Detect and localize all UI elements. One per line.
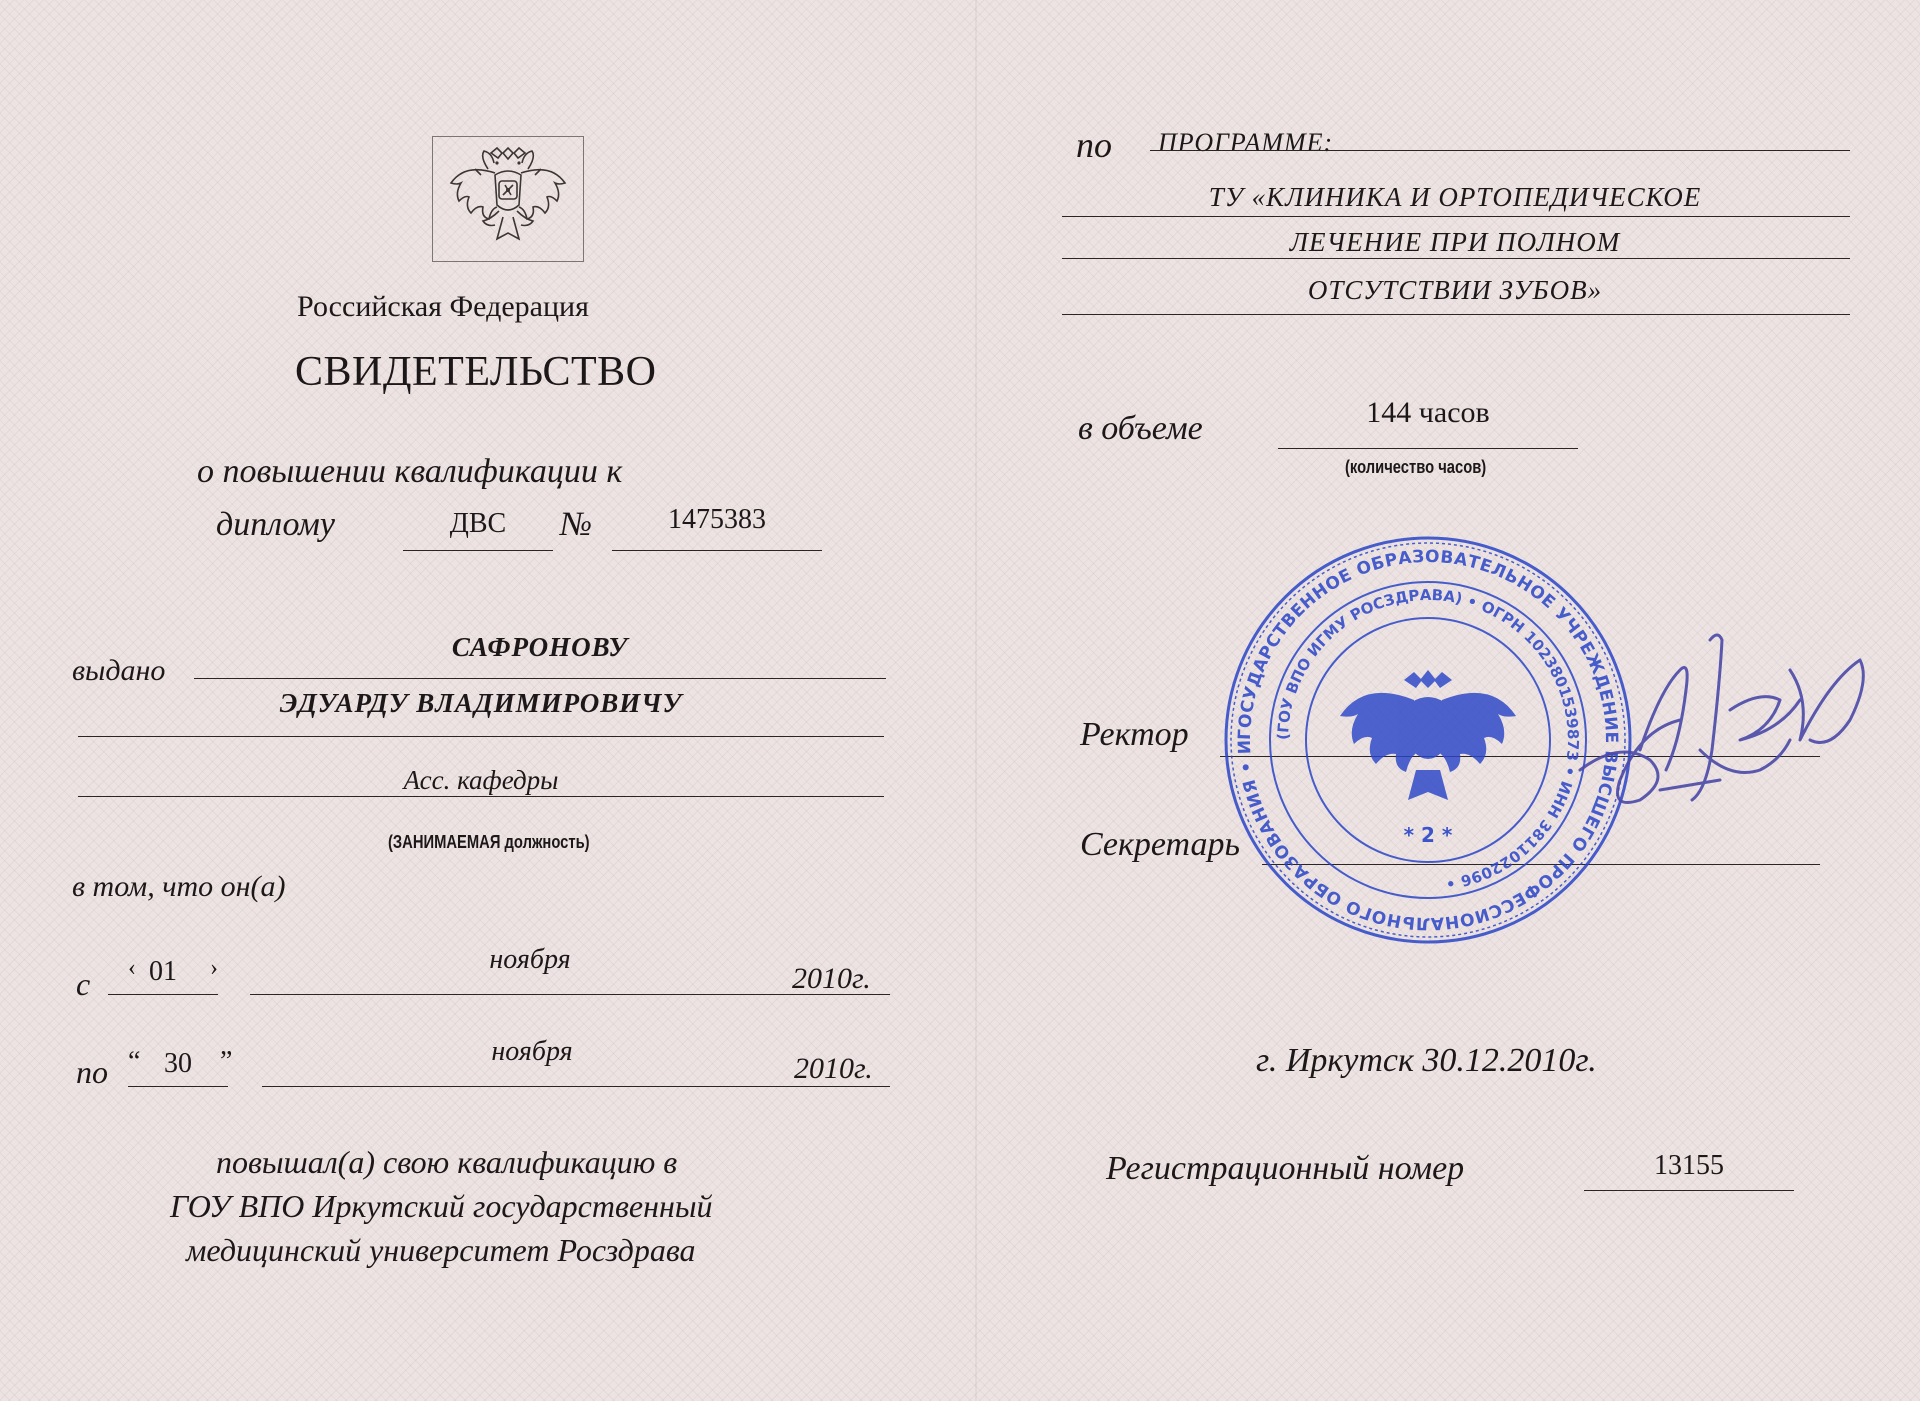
- handwritten-signature: [1570, 600, 1900, 840]
- recipient-name: ЭДУАРДУ ВЛАДИМИРОВИЧУ: [279, 688, 683, 718]
- registration-label: Регистрационный номер: [1106, 1150, 1465, 1187]
- from-month-line: [250, 994, 890, 995]
- program-line-2-rule: [1062, 258, 1850, 259]
- program-word: ПРОГРАММЕ:: [1158, 128, 1334, 157]
- institution-line-2: медицинский университет Росздрава: [186, 1232, 696, 1268]
- from-day-quote-open: ‹: [128, 955, 136, 981]
- registration-line: [1584, 1190, 1794, 1191]
- double-headed-eagle-icon: [433, 137, 583, 261]
- document-title: СВИДЕТЕЛЬСТВО: [295, 349, 657, 395]
- surname-line: [194, 678, 886, 679]
- city-date: г. Иркутск 30.12.2010г.: [1256, 1042, 1597, 1079]
- to-day-line: [128, 1086, 228, 1087]
- diploma-number-line: [612, 550, 822, 551]
- diploma-series: ДВС: [449, 508, 507, 539]
- program-word-line: [1150, 150, 1850, 151]
- to-day-quote-open: “: [128, 1046, 141, 1077]
- volume-value: 144 часов: [1366, 396, 1490, 429]
- that-label: в том, что он(а): [72, 870, 286, 903]
- emblem-frame: [432, 136, 584, 262]
- name-line: [78, 736, 884, 737]
- recipient-position: Асс. кафедры: [403, 765, 559, 795]
- diploma-label: диплому: [216, 506, 335, 543]
- diploma-series-line: [403, 550, 553, 551]
- stamp-inner-text: (ГОУ ВПО ИГМУ РОСЗДРАВА) • ОГРН 1023801539873 • ИНН 3811022096 •: [1273, 585, 1583, 893]
- volume-label: в объеме: [1078, 410, 1203, 447]
- stamp-eagle-icon: [1340, 670, 1516, 800]
- rector-label: Ректор: [1080, 716, 1189, 753]
- from-day-quote-close: ›: [210, 955, 218, 981]
- from-month: ноября: [489, 944, 571, 975]
- to-day-quote-close: ”: [220, 1046, 233, 1077]
- position-caption: (ЗАНИМАЕМАЯ должность): [388, 832, 590, 852]
- volume-line: [1278, 448, 1578, 449]
- country-name: Российская Федерация: [297, 290, 589, 323]
- program-prefix: по: [1076, 125, 1112, 165]
- registration-number: 13155: [1654, 1150, 1724, 1181]
- page-fold: [975, 0, 977, 1401]
- position-line: [78, 796, 884, 797]
- institution-line-1: ГОУ ВПО Иркутский государственный: [170, 1188, 713, 1224]
- issued-label: выдано: [72, 654, 166, 687]
- program-name-line-3: ОТСУТСТВИИ ЗУБОВ»: [1307, 275, 1603, 305]
- to-year: 2010г.: [794, 1052, 873, 1085]
- program-name-line-2: ЛЕЧЕНИЕ ПРИ ПОЛНОМ: [1289, 227, 1621, 257]
- to-month-line: [262, 1086, 890, 1087]
- program-name-line-1: ТУ «КЛИНИКА И ОРТОПЕДИЧЕСКОЕ: [1208, 182, 1702, 212]
- stamp-outer-text: ГОСУДАРСТВЕННОЕ ОБРАЗОВАТЕЛЬНОЕ УЧРЕЖДЕНИЕ ВЫСШЕГО ПРОФЕССИОНАЛЬНОГО ОБРАЗОВАНИЯ • И: [1234, 546, 1622, 934]
- program-line-3-rule: [1062, 314, 1850, 315]
- signature-graphic: [1570, 600, 1900, 840]
- qualified-label: повышал(а) свою квалификацию в: [216, 1144, 678, 1180]
- number-sign: №: [560, 506, 593, 543]
- from-prefix: с: [76, 966, 91, 1002]
- diploma-number: 1475383: [668, 504, 766, 535]
- from-year: 2010г.: [792, 962, 871, 995]
- stamp-mark: * 2 *: [1403, 823, 1453, 847]
- to-prefix: по: [76, 1054, 108, 1090]
- recipient-surname: САФРОНОВУ: [451, 632, 629, 662]
- secretary-label: Секретарь: [1080, 826, 1240, 863]
- volume-caption: (количество часов): [1345, 457, 1487, 477]
- program-line-1-rule: [1062, 216, 1850, 217]
- to-month: ноября: [491, 1036, 573, 1067]
- to-day: 30: [164, 1048, 192, 1079]
- from-day-line: [108, 994, 218, 995]
- document-subtitle: о повышении квалификации к: [197, 453, 623, 490]
- from-day: 01: [149, 956, 177, 987]
